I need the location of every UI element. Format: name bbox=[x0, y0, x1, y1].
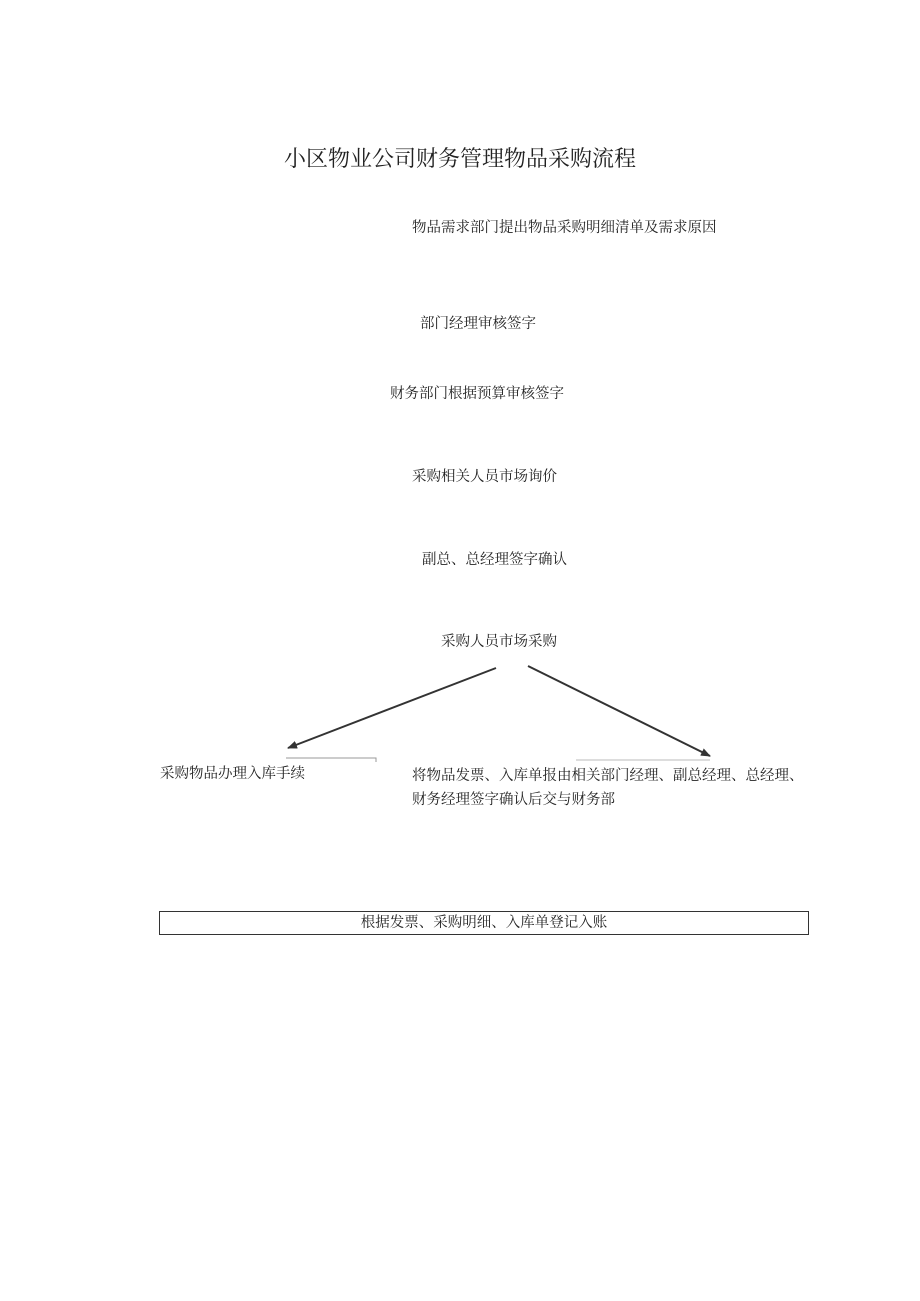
final-step-bookkeeping: 根据发票、采购明细、入库单登记入账 bbox=[159, 911, 809, 935]
step-finance-budget-review: 财务部门根据预算审核签字 bbox=[390, 386, 564, 402]
branch-warehouse-entry: 采购物品办理入库手续 bbox=[160, 766, 305, 782]
arrow-to-warehouse-entry bbox=[288, 668, 496, 748]
arrow-to-invoice-approval bbox=[528, 666, 710, 756]
step-demand-request: 物品需求部门提出物品采购明细清单及需求原因 bbox=[412, 220, 717, 236]
step-price-inquiry: 采购相关人员市场询价 bbox=[412, 469, 557, 485]
left-box-fragment bbox=[286, 758, 376, 762]
step-manager-review: 部门经理审核签字 bbox=[420, 316, 536, 332]
step-market-purchase: 采购人员市场采购 bbox=[441, 634, 557, 650]
page-title: 小区物业公司财务管理物品采购流程 bbox=[283, 147, 636, 172]
branch-invoice-approval: 将物品发票、入库单报由相关部门经理、副总经理、总经理、财务经理签字确认后交与财务部 bbox=[412, 768, 804, 808]
step-executive-approval: 副总、总经理签字确认 bbox=[422, 552, 567, 568]
